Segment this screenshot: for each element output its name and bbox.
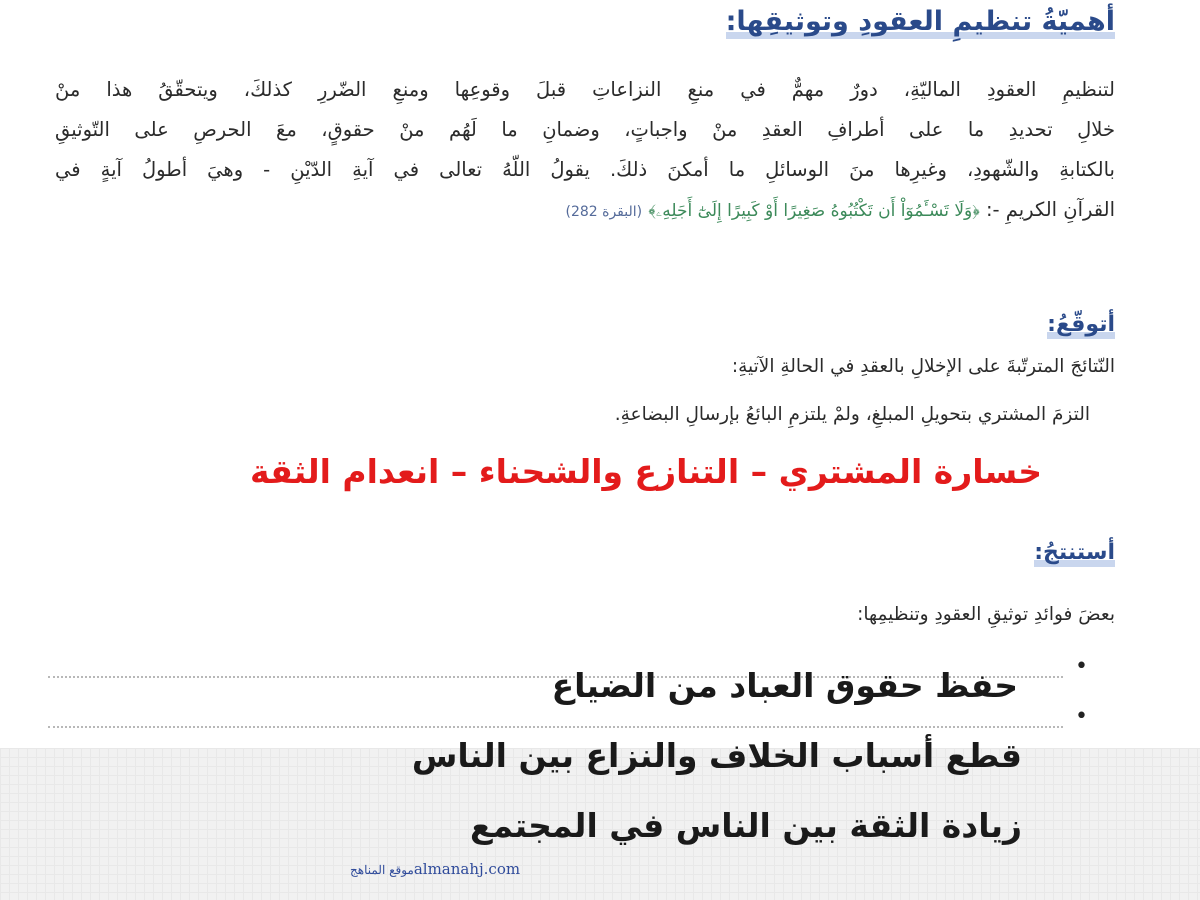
paragraph-last-text: القرآنِ الكريمِ -: (985, 198, 1115, 221)
benefit-answer: قطع أسباب الخلاف والنزاع بين الناس (411, 736, 1022, 775)
section-title-conclude: أستنتجُ: (1034, 540, 1115, 565)
paragraph-line: لتنظيمِ العقودِ الماليّةِ، دورٌ مهمٌّ في منعِ النزاعاتِ قبلَ وقوعِها ومنعِ الضّررِ كذلكَ، ويتحقّقُ هذا منْ (55, 78, 1115, 101)
expect-answer: خسارة المشتري – التنازع والشحناء – انعدام الثقة (249, 452, 1042, 491)
site-watermark (350, 860, 520, 878)
answer-dotted-line (48, 726, 1063, 728)
conclude-question: بعضَ فوائدِ توثيقِ العقودِ وتنظيمِها: (857, 604, 1115, 625)
verse-reference: (البقرة 282) (565, 204, 643, 220)
paragraph-line: خلالِ تحديدِ ما على أطرافِ العقدِ منْ واجباتٍ، وضمانِ ما لَهُم منْ حقوقٍ، معَ الحرصِ على التّوثيقِ (55, 118, 1115, 141)
benefit-answer: حفظ حقوق العباد من الضياع (551, 666, 1018, 705)
paragraph-line: بالكتابةِ والشّهودِ، وغيرِها منَ الوسائلِ ما أمكنَ ذلكَ. يقولُ اللّهُ تعالى في آيةِ الدّيْنِ - وهيَ أطولُ آيةٍ في (55, 158, 1115, 181)
site-domain: almanahj.com (413, 860, 521, 878)
section-title-importance: أهميّةُ تنظيمِ العقودِ وتوثيقِها: (725, 6, 1115, 37)
importance-paragraph (55, 70, 1115, 232)
expect-question: النّتائجَ المترتّبةَ على الإخلالِ بالعقدِ في الحالةِ الآتيةِ: (731, 356, 1115, 377)
expect-case: التزمَ المشتري بتحويلِ المبلغِ، ولمْ يلتزمِ البائعُ بإرسالِ البضاعةِ. (614, 404, 1090, 425)
bullet-point: • (1075, 704, 1088, 729)
section-title-expect: أتوقّعُ: (1047, 312, 1115, 337)
paragraph-line-verse (55, 190, 1115, 232)
quran-verse: ﴿وَلَا تَسْـَٔمُوٓاْ أَن تَكْتُبُوهُ صَغِيرًا أَوْ كَبِيرًا إِلَىٰٓ أَجَلِهِۦ﴾ (648, 201, 980, 221)
benefit-answer: زيادة الثقة بين الناس في المجتمع (470, 806, 1022, 845)
site-name-arabic: موقع المناهج (350, 863, 414, 877)
bullet-point: • (1075, 654, 1088, 679)
